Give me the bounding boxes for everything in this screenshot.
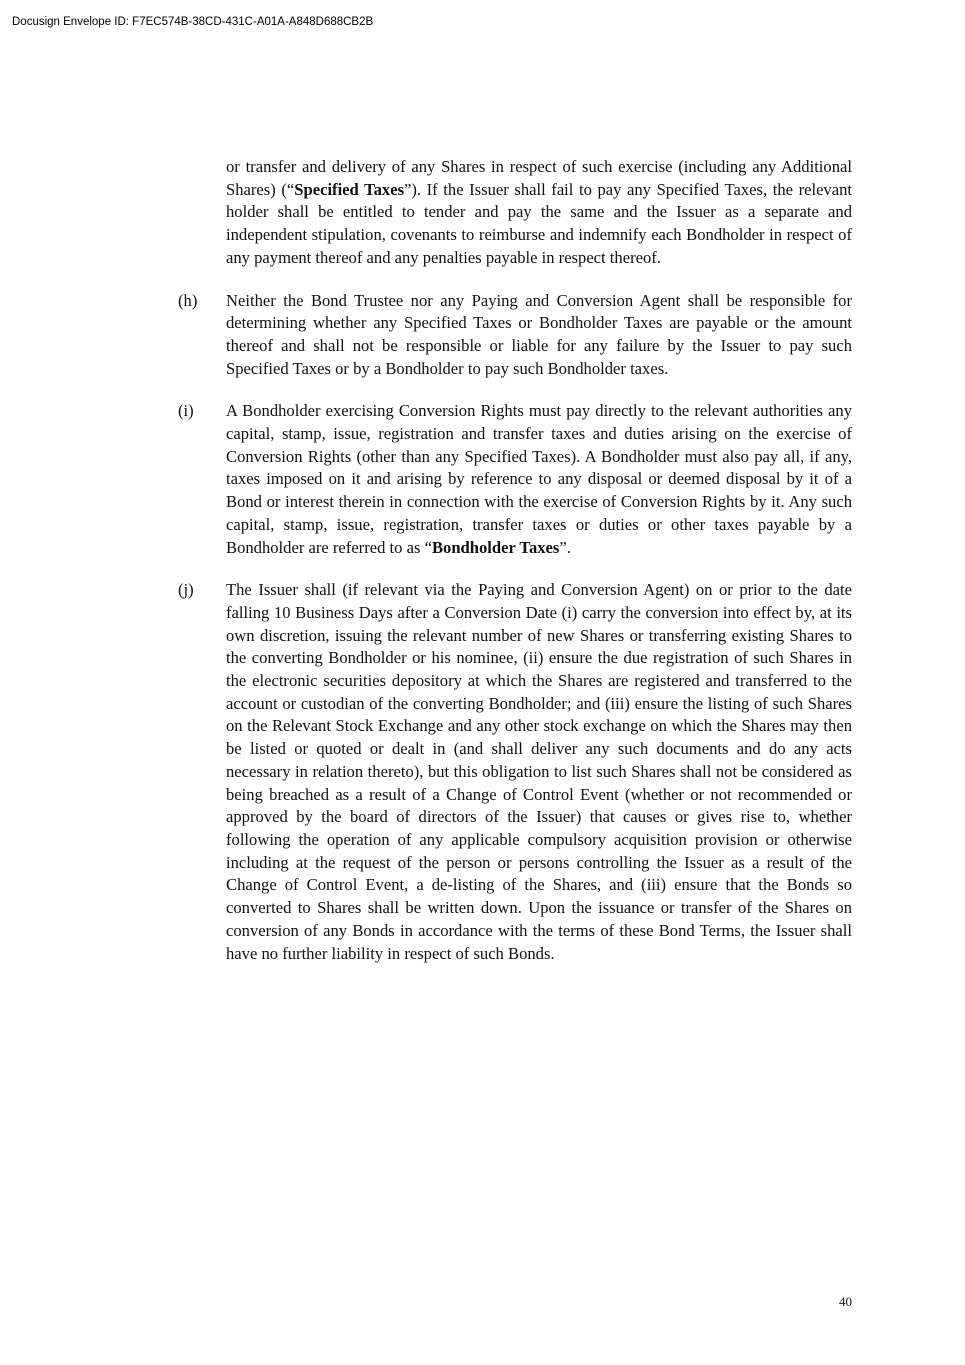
paragraph-text: Neither the Bond Trustee nor any Paying and Conversion Agent shall be responsible for determining whether any Specified Taxes or Bondholder Taxes are payable or the amount thereof and shall not be responsible or liable for any failure by the Issuer to pay such Specified Taxes or by a Bondholder to pay such Bondholder taxes.: [226, 290, 852, 378]
paragraph-text: [226, 400, 852, 559]
docusign-envelope-id: Docusign Envelope ID: F7EC574B-38CD-431C-A01A-A848D688CB2B: [12, 16, 374, 28]
defined-term-specified-taxes: Specified Taxes: [294, 179, 405, 199]
paragraph-text: [226, 156, 852, 270]
paragraph-text: The Issuer shall (if relevant via the Paying and Conversion Agent) on or prior to the date falling 10 Business Days after a Conversion Date (i) carry the conversion into effect by, at its own discretion, issuing the relevant number of new Shares or transferring existing Shares to the converting Bondholder or his nominee, (ii) ensure the due registration of such Shares in the electronic securities depository at which the Shares are registered and transferred to the account or custodian of the converting Bondholder; and (iii) ensure the listing of such Shares on the Relevant Stock Exchange and any other stock exchange on which the Shares may then be listed or quoted or dealt in (and shall deliver any such documents and do any acts necessary in relation thereto), but this obligation to list such Shares shall not be considered as being breached as a result of a Change of Control Event (whether or not recommended or approved by the board of directors of the Issuer) that causes or gives rise to, whether following the operation of any applicable compulsory acquisition provision or otherwise including at the request of the person or persons controlling the Issuer as a result of the Change of Control Event, a de-listing of the Shares, and (iii) ensure that the Bonds so converted to Shares shall be written down. Upon the issuance or transfer of the Shares on conversion of any Bonds in accordance with the terms of these Bond Terms, the Issuer shall have no further liability in respect of such Bonds.: [226, 580, 852, 963]
paragraph-marker-empty: [178, 156, 226, 270]
paragraph-g-continued: [178, 156, 852, 270]
defined-term-bondholder-taxes: Bondholder Taxes: [431, 537, 560, 557]
page-number: 40: [839, 1294, 852, 1309]
paragraph-marker: (h): [178, 290, 198, 310]
text-run: A Bondholder exercising Conversion Rights must pay directly to the relevant authorities any capital, stamp, issue, registration and transfer taxes and duties arising on the exercise of Conversion Rights (other than any Specified Taxes). A Bondholder must also pay all, if any, taxes imposed on it and arising by reference to any disposal or deemed disposal by it of a Bond or interest therein in connection with the exercise of Conversion Rights by it. Any such capital, stamp, issue, registration, transfer taxes or duties or other taxes payable by a Bondholder are referred to as “: [226, 401, 852, 557]
paragraph-marker: (j): [178, 580, 194, 600]
paragraph-i: [178, 400, 852, 559]
paragraph-h: [178, 290, 852, 381]
text-run: or transfer and delivery of any Shares in respect of such exercise (including any Additional Shares) (“: [226, 157, 852, 199]
text-run: ”). If the Issuer shall fail to pay any Specified Taxes, the relevant holder shall be entitled to tender and pay the same and the Issuer as a separate and independent stipulation, covenants to reimburse and indemnify each Bondholder in respect of any payment thereof and any penalties payable in respect thereof.: [226, 179, 852, 267]
paragraph-j: [178, 579, 852, 965]
text-run: ”.: [559, 537, 571, 557]
document-body: [178, 156, 852, 985]
paragraph-marker: (i): [178, 401, 194, 421]
